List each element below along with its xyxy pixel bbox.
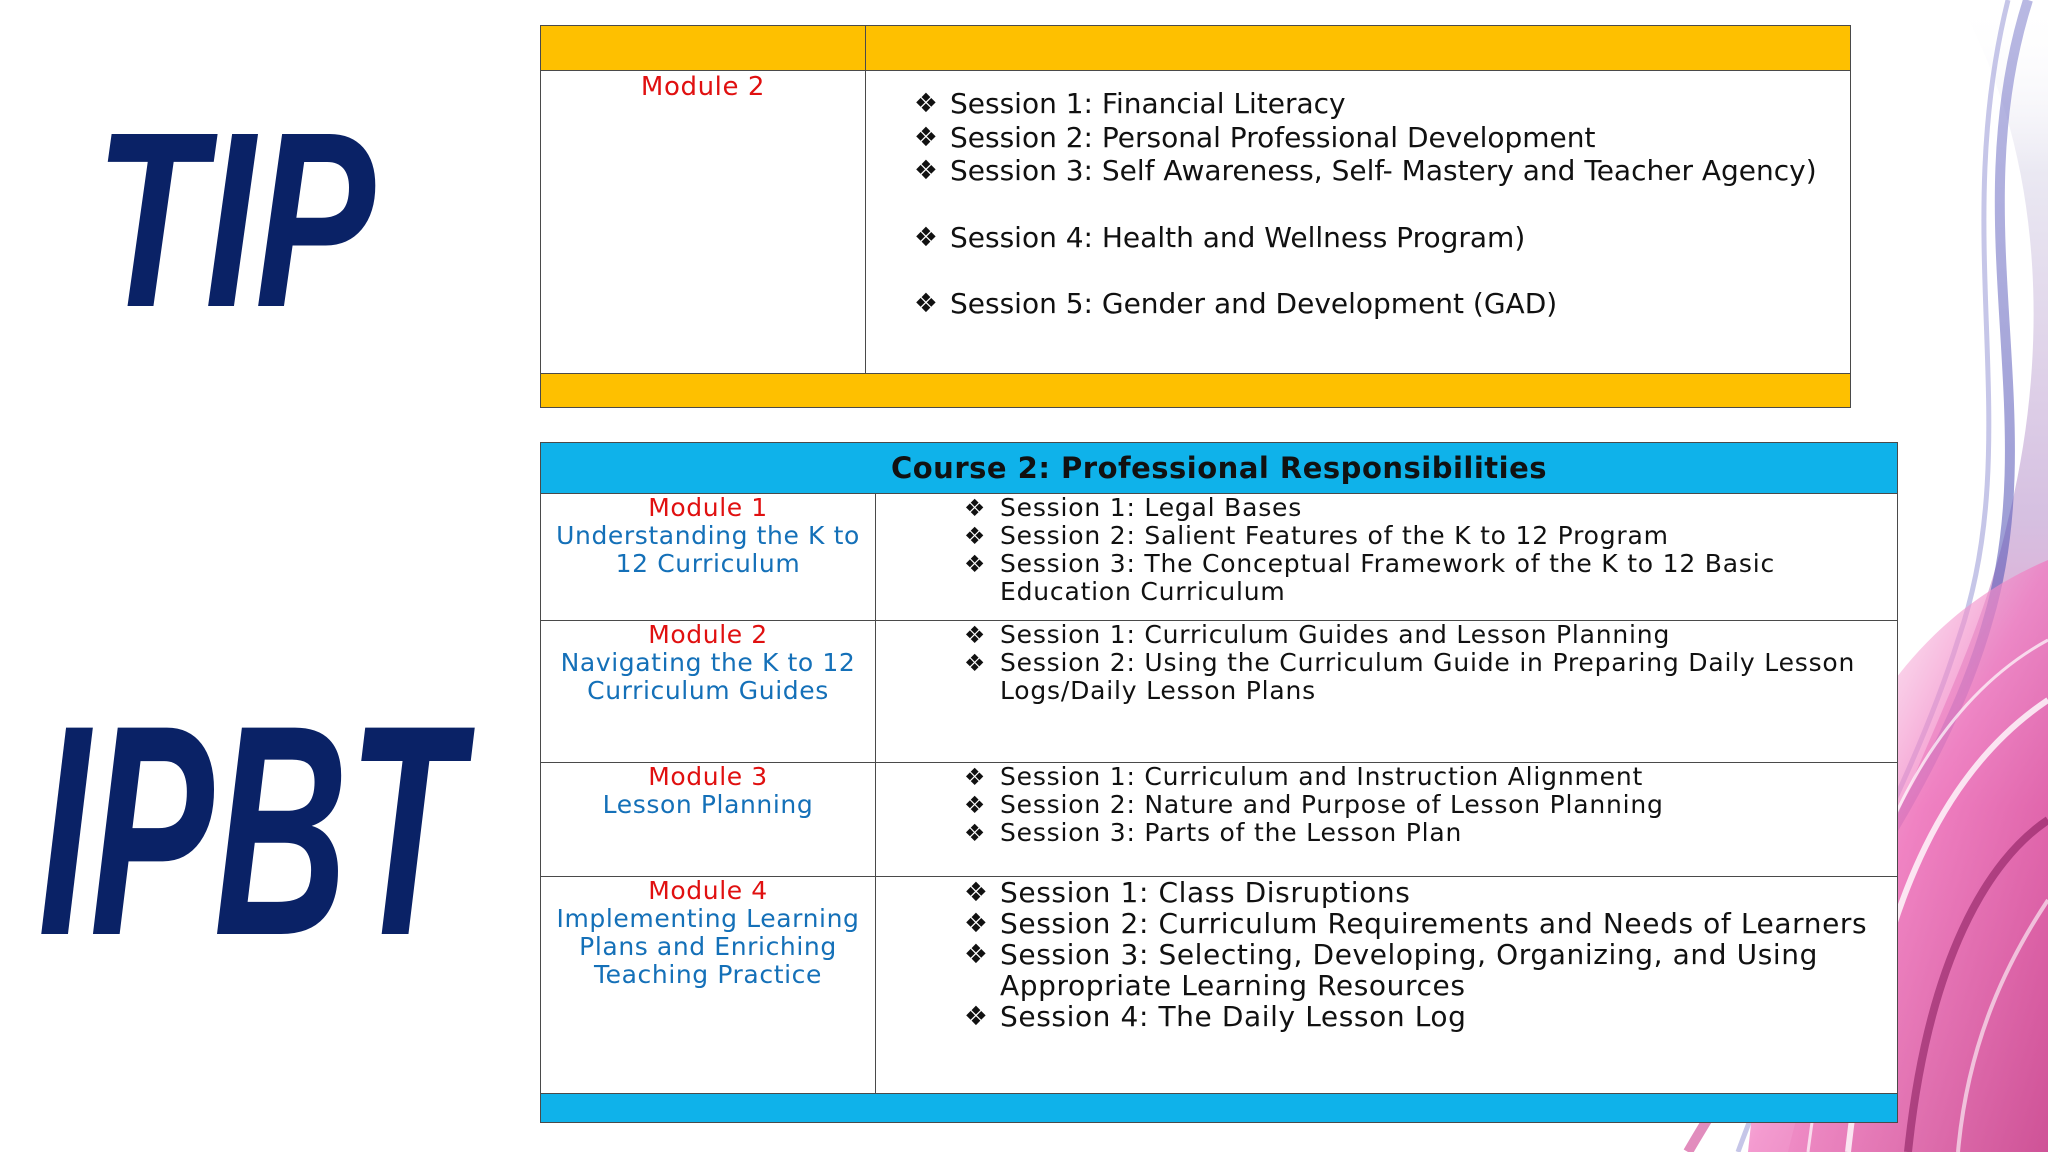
table-row	[541, 71, 1851, 374]
list-item	[914, 221, 1840, 255]
four-diamond-bullet-icon: ❖	[964, 819, 987, 847]
list-item	[964, 494, 1887, 522]
list-item	[964, 649, 1887, 705]
module-name: Navigating the K to 12 Curriculum Guides	[560, 648, 856, 705]
four-diamond-bullet-icon: ❖	[964, 621, 987, 649]
module-2-table	[540, 25, 1851, 408]
session-text: Session 2: Using the Curriculum Guide in Preparing Daily Lesson Logs/Daily Lesson Plans	[1000, 648, 1856, 705]
list-item	[964, 791, 1887, 819]
table-row	[541, 877, 1898, 1094]
header-bar-cell	[541, 26, 866, 71]
footer-bar-cell	[541, 1094, 1898, 1123]
list-item	[964, 908, 1887, 939]
session-text: Session 2: Nature and Purpose of Lesson Planning	[1000, 790, 1664, 819]
table-row	[541, 621, 1898, 763]
module-cell	[541, 877, 876, 1094]
session-list	[876, 494, 1897, 606]
sessions-cell	[876, 763, 1898, 877]
four-diamond-bullet-icon: ❖	[964, 1001, 989, 1032]
list-item	[964, 550, 1887, 606]
module-number: Module 3	[648, 762, 768, 791]
ipbt-title: IPBT	[38, 662, 462, 998]
session-text: Session 4: Health and Wellness Program)	[950, 220, 1526, 254]
table2-footer-bar	[541, 1094, 1898, 1123]
session-text: Session 3: Parts of the Lesson Plan	[1000, 818, 1463, 847]
footer-bar-cell	[541, 374, 1851, 408]
session-text: Session 3: Self Awareness, Self- Mastery and Teacher Agency)	[950, 154, 1817, 187]
module-number: Module 1	[648, 493, 768, 522]
module-number: Module 4	[648, 876, 768, 905]
four-diamond-bullet-icon: ❖	[964, 763, 987, 791]
module-name: Understanding the K to 12 Curriculum	[556, 521, 860, 578]
module-name: Lesson Planning	[602, 790, 814, 819]
session-text: Session 1: Class Disruptions	[1000, 876, 1411, 909]
list-item	[914, 287, 1840, 321]
four-diamond-bullet-icon: ❖	[914, 288, 938, 319]
session-text: Session 2: Curriculum Requirements and Needs of Learners	[1000, 907, 1868, 940]
module-name: Implementing Learning Plans and Enriching Teaching Practice	[556, 904, 860, 989]
session-text: Session 3: The Conceptual Framework of the K to 12 Basic Education Curriculum	[1000, 549, 1775, 606]
session-list	[876, 621, 1897, 705]
session-text: Session 2: Personal Professional Development	[950, 120, 1596, 154]
module-cell	[541, 621, 876, 763]
four-diamond-bullet-icon: ❖	[964, 550, 987, 578]
list-item	[964, 1001, 1887, 1032]
four-diamond-bullet-icon: ❖	[964, 939, 989, 970]
four-diamond-bullet-icon: ❖	[964, 791, 987, 819]
module-cell	[541, 494, 876, 621]
module-cell	[541, 763, 876, 877]
course-2-table	[540, 442, 1898, 1123]
session-text: Session 1: Financial Literacy	[950, 87, 1346, 120]
module-number: Module 2	[640, 72, 766, 102]
sessions-cell	[876, 877, 1898, 1094]
session-list	[876, 763, 1897, 847]
four-diamond-bullet-icon: ❖	[964, 649, 987, 677]
table1-footer-bar	[541, 374, 1851, 408]
table-row	[541, 494, 1898, 621]
module-number: Module 2	[648, 620, 768, 649]
session-text: Session 1: Curriculum Guides and Lesson Planning	[1000, 620, 1671, 649]
table1-header-bar	[541, 26, 1851, 71]
session-text: Session 4: The Daily Lesson Log	[1000, 1000, 1467, 1033]
list-item	[964, 522, 1887, 550]
four-diamond-bullet-icon: ❖	[964, 494, 987, 522]
session-text: Session 5: Gender and Development (GAD)	[950, 287, 1558, 320]
session-list	[876, 877, 1897, 1032]
four-diamond-bullet-icon: ❖	[914, 221, 938, 253]
header-bar-cell	[866, 26, 1851, 71]
session-text: Session 1: Curriculum and Instruction Alignment	[1000, 762, 1644, 791]
list-item	[914, 87, 1840, 121]
four-diamond-bullet-icon: ❖	[964, 908, 989, 939]
list-item	[964, 621, 1887, 649]
table-row	[541, 763, 1898, 877]
session-text: Session 1: Legal Bases	[1000, 493, 1303, 522]
four-diamond-bullet-icon: ❖	[914, 155, 938, 186]
module-cell	[541, 71, 866, 374]
sessions-cell	[876, 494, 1898, 621]
list-item	[964, 939, 1887, 1001]
list-item	[914, 154, 1840, 188]
course-title: Course 2: Professional Responsibilities	[541, 443, 1898, 494]
four-diamond-bullet-icon: ❖	[964, 877, 989, 908]
list-item	[964, 763, 1887, 791]
course-title-row	[541, 443, 1898, 494]
sessions-cell	[876, 621, 1898, 763]
four-diamond-bullet-icon: ❖	[964, 522, 987, 550]
sessions-cell	[866, 71, 1851, 374]
four-diamond-bullet-icon: ❖	[914, 121, 938, 153]
list-item	[914, 121, 1840, 155]
tip-title: TIP	[95, 80, 376, 359]
session-text: Session 2: Salient Features of the K to 12 Program	[1000, 521, 1669, 550]
list-item	[964, 877, 1887, 908]
session-list	[866, 71, 1850, 339]
session-text: Session 3: Selecting, Developing, Organizing, and Using Appropriate Learning Resources	[1000, 938, 1818, 1002]
list-item	[964, 819, 1887, 847]
four-diamond-bullet-icon: ❖	[914, 88, 938, 119]
